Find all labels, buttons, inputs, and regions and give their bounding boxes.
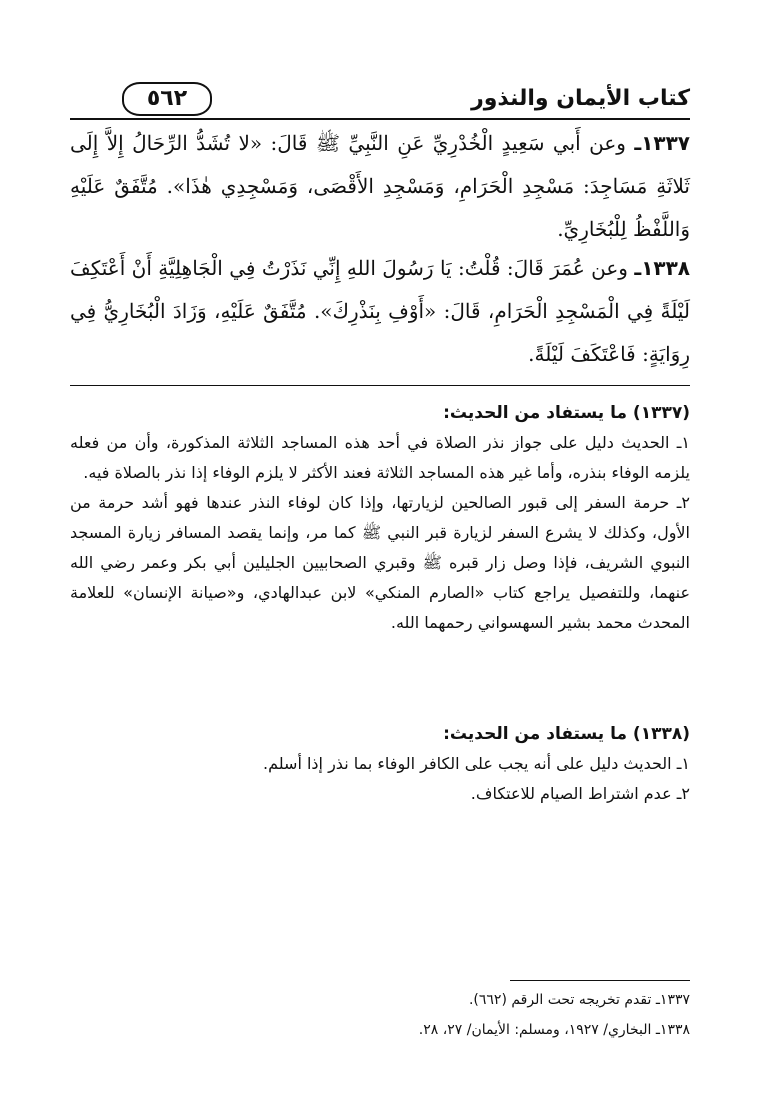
benefits-1338 xyxy=(70,719,690,809)
hadith-text: وعن عُمَرَ قَالَ: قُلْتُ: يَا رَسُولَ اللهِ إِنِّي نَذَرْتُ فِي الْجَاهِلِيَّةِ أَنْ أَعْتَكِفَ لَيْلَةً فِي الْمَسْجِدِ الْحَرَامِ، قَالَ: «أَوْفِ بِنَذْرِكَ». مُتَّفَقٌ عَلَيْهِ، وَزَادَ الْبُخَارِيُّ فِي رِوَايَةٍ: فَاعْتَكَفَ لَيْلَةً. xyxy=(70,256,690,366)
footnote: ١٣٣٨ـ البخاري/ ١٩٢٧، ومسلم: الأيمان/ ٢٧، ٢٨. xyxy=(418,1022,690,1038)
book-title: كتاب الأيمان والنذور xyxy=(471,86,690,111)
section-divider xyxy=(70,385,690,386)
footnotes xyxy=(70,985,690,1045)
hadith-number: ١٣٣٨ـ xyxy=(634,256,691,280)
hadith-text: وعن أَبي سَعِيدٍ الْخُدْرِيِّ عَنِ النَّبِيِّ ﷺ قَالَ: «لا تُشَدُّ الرِّحَالُ إِلاَّ إِلَى ثَلاثَةِ مَسَاجِدَ: مَسْجِدِ الْحَرَامِ، وَمَسْجِدِ الأَقْصَى، وَمَسْجِدِي هٰذَا». مُتَّفَقٌ عَلَيْهِ وَاللَّفْظُ لِلْبُخَارِيِّ. xyxy=(70,131,690,241)
page-number: ٥٦٢ xyxy=(122,82,212,116)
benefit-item: ١ـ الحديث دليل على جواز نذر الصلاة في أحد هذه المساجد الثلاثة المذكورة، وأن من فعله يلزمه الوفاء بنذره، وأما غير هذه المساجد الثلاثة فعند الأكثر لا يلزم الوفاء إذا نذر بالصلاة فيه. xyxy=(70,433,690,482)
benefit-item: ١ـ الحديث دليل على أنه يجب على الكافر الوفاء بما نذر إذا أسلم. xyxy=(263,754,690,773)
benefit-item: ٢ـ عدم اشتراط الصيام للاعتكاف. xyxy=(470,784,690,803)
benefits-1337 xyxy=(70,398,690,638)
footnote: ١٣٣٧ـ تقدم تخريجه تحت الرقم (٦٦٢). xyxy=(468,992,690,1008)
benefits-heading: (١٣٣٨) ما يستفاد من الحديث: xyxy=(443,724,690,744)
page-header xyxy=(70,80,690,120)
header-divider xyxy=(70,118,690,120)
benefits-heading: (١٣٣٧) ما يستفاد من الحديث: xyxy=(443,403,690,423)
hadith-1337 xyxy=(70,122,690,251)
hadith-number: ١٣٣٧ـ xyxy=(634,131,690,155)
footnote-divider xyxy=(510,980,690,981)
hadith-1338 xyxy=(70,247,690,376)
benefit-item: ٢ـ حرمة السفر إلى قبور الصالحين لزيارتها، وإذا كان لوفاء النذر عندها فهو أشد حرمة من الأول، وكذلك لا يشرع السفر لزيارة قبر النبي ﷺ كما مر، وإنما يقصد المسافر زيارة المسجد النبوي الشريف، فإذا وصل زار قبره ﷺ وقبري الصحابيين الجليلين أبي بكر وعمر رضي الله عنهما، وللتفصيل يراجع كتاب «الصارم المنكي» لابن عبدالهادي، و«صيانة الإنسان» للعلامة المحدث محمد بشير السهسواني رحمهما الله. xyxy=(70,493,690,632)
